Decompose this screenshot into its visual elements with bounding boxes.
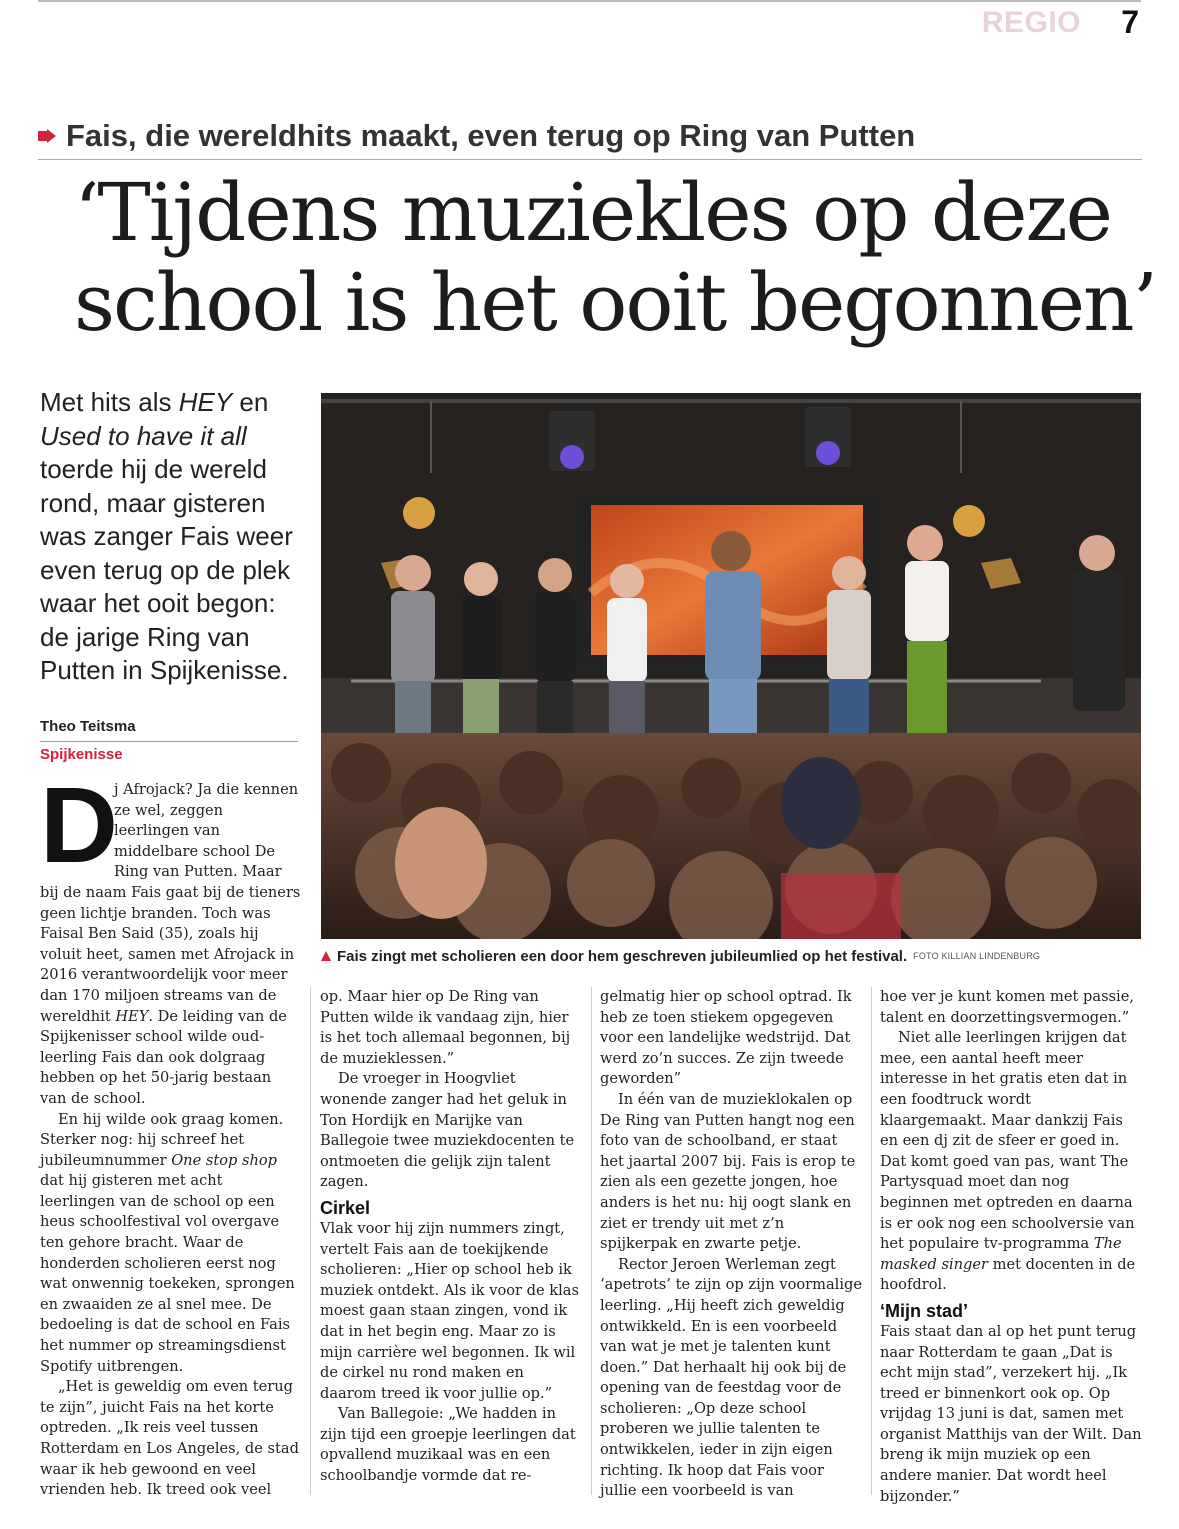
arrow-marker-icon [38,126,58,146]
paragraph-text: . De leiding van de Spijkenisser school wilde oud-leerling Fais dan ook dolgraag hebben op het 50-jarig bestaan van de school. [40,1007,287,1107]
song-title: One stop shop [171,1151,277,1169]
paragraph: Vlak voor hij zijn nummers zingt, vertelt Fais aan de toekijkende scholieren: „Hier op school heb ik muziek ontdekt. Als ik voor de klas moest gaan staan zingen, vond ik dat in het begin eng. Maar zo is mijn carrière wel begonnen. Ik wil de cirkel nu rond maken en daarom treed ik voor jullie op.” [320,1219,579,1402]
paragraph: „Het is geweldig om even terug te zijn”, juicht Fais na het korte optreden. „Ik reis veel tussen Rotterdam en Los Angeles, de stad waar ik heb gewoond en veel vrienden heb. Ik treed ook veel [40,1378,299,1499]
article-column-2 [320,987,582,1487]
intro-line: Met hits als [40,387,179,417]
caption-text: Fais zingt met scholieren een door hem geschreven jubileumlied op het festival. [337,947,908,965]
intro-song-title: HEY [178,387,233,417]
paragraph-text: j Afrojack? Ja die kennen ze wel, zeggen leerlingen van middelbare school De Ring van Putten. Maar bij de naam Fais gaat bij de tieners geen lichtje branden. Toch was Faisal Ben Said (35), zoals hij voluit heet, samen met Afrojack in 2016 verantwoordelijk voor meer dan 170 miljoen streams van de wereldhit [40,781,301,1025]
subheading: Cirkel [320,1197,371,1218]
paragraph: op. Maar hier op De Ring van Putten wilde ik vandaag zijn, hier is het toch allemaal begonnen, bij de muzieklessen.” [320,988,571,1067]
paragraph: Van Ballegoie: „We hadden in zijn tijd een groepje leerlingen dat opvallend muzikaal was en een schoolbandje vormde dat re- [320,1405,576,1485]
concert-stage-illustration [321,393,1141,939]
paragraph [880,1028,1142,1296]
article-column-1 [40,764,302,1501]
intro-line: Putten in Spijkenisse. [40,655,289,685]
paragraph [40,764,302,1110]
paragraph: In één van de muzieklokalen op De Ring van Putten hangt nog een foto van de schoolband, er staat het jaartal 2007 bij. Fais is erop te zien als een gezette jongen, hoe anders is het nu: hij oogt slank en ziet er trendy uit met z’n spijkerpak en zwarte petje. [600,1090,856,1253]
byline-place: Spijkenisse [40,746,123,763]
subheading: ‘Mijn stad’ [880,1300,969,1321]
column-rule [871,987,872,1495]
intro-song-title: Used to have it all [40,420,247,451]
song-title: HEY [115,1007,149,1025]
article-column-4 [880,987,1142,1507]
intro-line: waar het ooit begon: [40,588,276,618]
triangle-marker-icon [321,951,331,961]
column-rule [310,987,311,1495]
intro-line: even terug op de plek [40,554,291,585]
headline-line-2: school is het ooit begonnen’ [74,256,1157,349]
headline [74,166,1157,349]
paragraph: De vroeger in Hoogvliet wonende zanger had het geluk in Ton Hordijk en Marijke van Ballegoie twee muziekdocenten te ontmoeten die gelijk zijn talent zagen. [320,1070,575,1191]
intro-line: was zanger Fais weer [40,521,293,551]
paragraph: Fais staat dan al op het punt terug naar Rotterdam te gaan „Dat is echt mijn stad”, verzekert hij. „Ik treed er binnenkort ook op. Op vrijdag 13 juni is dat, samen met organist Matthijs van der Wilt. Dan breng ik mijn muziek op een andere manier. Dat wordt heel bijzonder.” [880,1322,1142,1505]
intro-text [40,386,308,688]
section-label: REGIO [981,6,1081,39]
intro-line: en [232,387,269,417]
drop-cap: D [40,764,118,885]
paragraph-text: dat hij gisteren met acht leerlingen van de school op een heus schoolfestival vol overgave ten gehore bracht. Waar de honderden scholieren eerst nog wat onwennig toekeken, sprongen en zwaaiden ze al snel mee. De bedoeling is dat de school en Fais het nummer op streamingsdienst Spotify uitbrengen. [40,1172,295,1375]
paragraph-text: Niet alle leerlingen krijgen dat mee, een aantal heeft meer interesse in het gratis eten dat in een foodtruck wordt klaargemaakt. Maar dankzij Fais en een dj zit de sfeer er goed in. Dat komt goed van pas, want The Partysquad moet dan nog beginnen met optreden en daarna is er ook nog een schoolversie van het populaire tv-programma [880,1029,1135,1253]
page-number: 7 [1121,4,1139,40]
top-rule [38,0,1141,2]
article-column-3 [600,987,862,1502]
intro-line: de jarige Ring van [40,621,250,652]
paragraph: gelmatig hier op school optrad. Ik heb ze toen stiekem opgegeven voor een landelijke wedstrijd. Dat werd zo’n succes. Ze zijn tweede geworden” [600,988,852,1088]
paragraph-text: met docenten in de hoofdrol. [880,1255,1136,1294]
paragraph [40,1110,302,1378]
paragraph-text: En hij wilde ook graag komen. Sterker nog: hij schreef het jubileumnummer [40,1110,284,1169]
article-photo [321,393,1141,939]
paragraph: hoe ver je kunt komen met passie, talent en doorzettingsvermogen.” [880,988,1134,1026]
column-rule [591,987,592,1495]
photo-credit: FOTO KILLIAN LINDENBURG [913,951,1041,961]
kicker [38,112,1142,160]
tv-show-title: The masked singer [880,1235,1122,1273]
headline-line-1: ‘Tijdens muziekles op deze [74,166,1111,259]
paragraph: Rector Jeroen Werleman zegt ‘apetrots’ te zijn op zijn voormalige leerling. „Hij heeft zich geweldig ontwikkeld. En is een voorbeeld van wat je met je talenten kunt doen.” Dat herhaalt hij ook bij de opening van de feestdag voor de scholieren: „Op deze school proberen we jullie talenten te ontwikkelen, ieder in zijn eigen richting. Ik hoop dat Fais voor jullie een voorbeeld is van [600,1255,862,1500]
intro-line: rond, maar gisteren [40,487,266,518]
byline-author: Theo Teitsma [40,718,298,742]
photo-caption [321,945,1141,967]
kicker-text: Fais, die wereldhits maakt, even terug op Ring van Putten [66,117,916,153]
intro-line: toerde hij de wereld [40,454,267,484]
